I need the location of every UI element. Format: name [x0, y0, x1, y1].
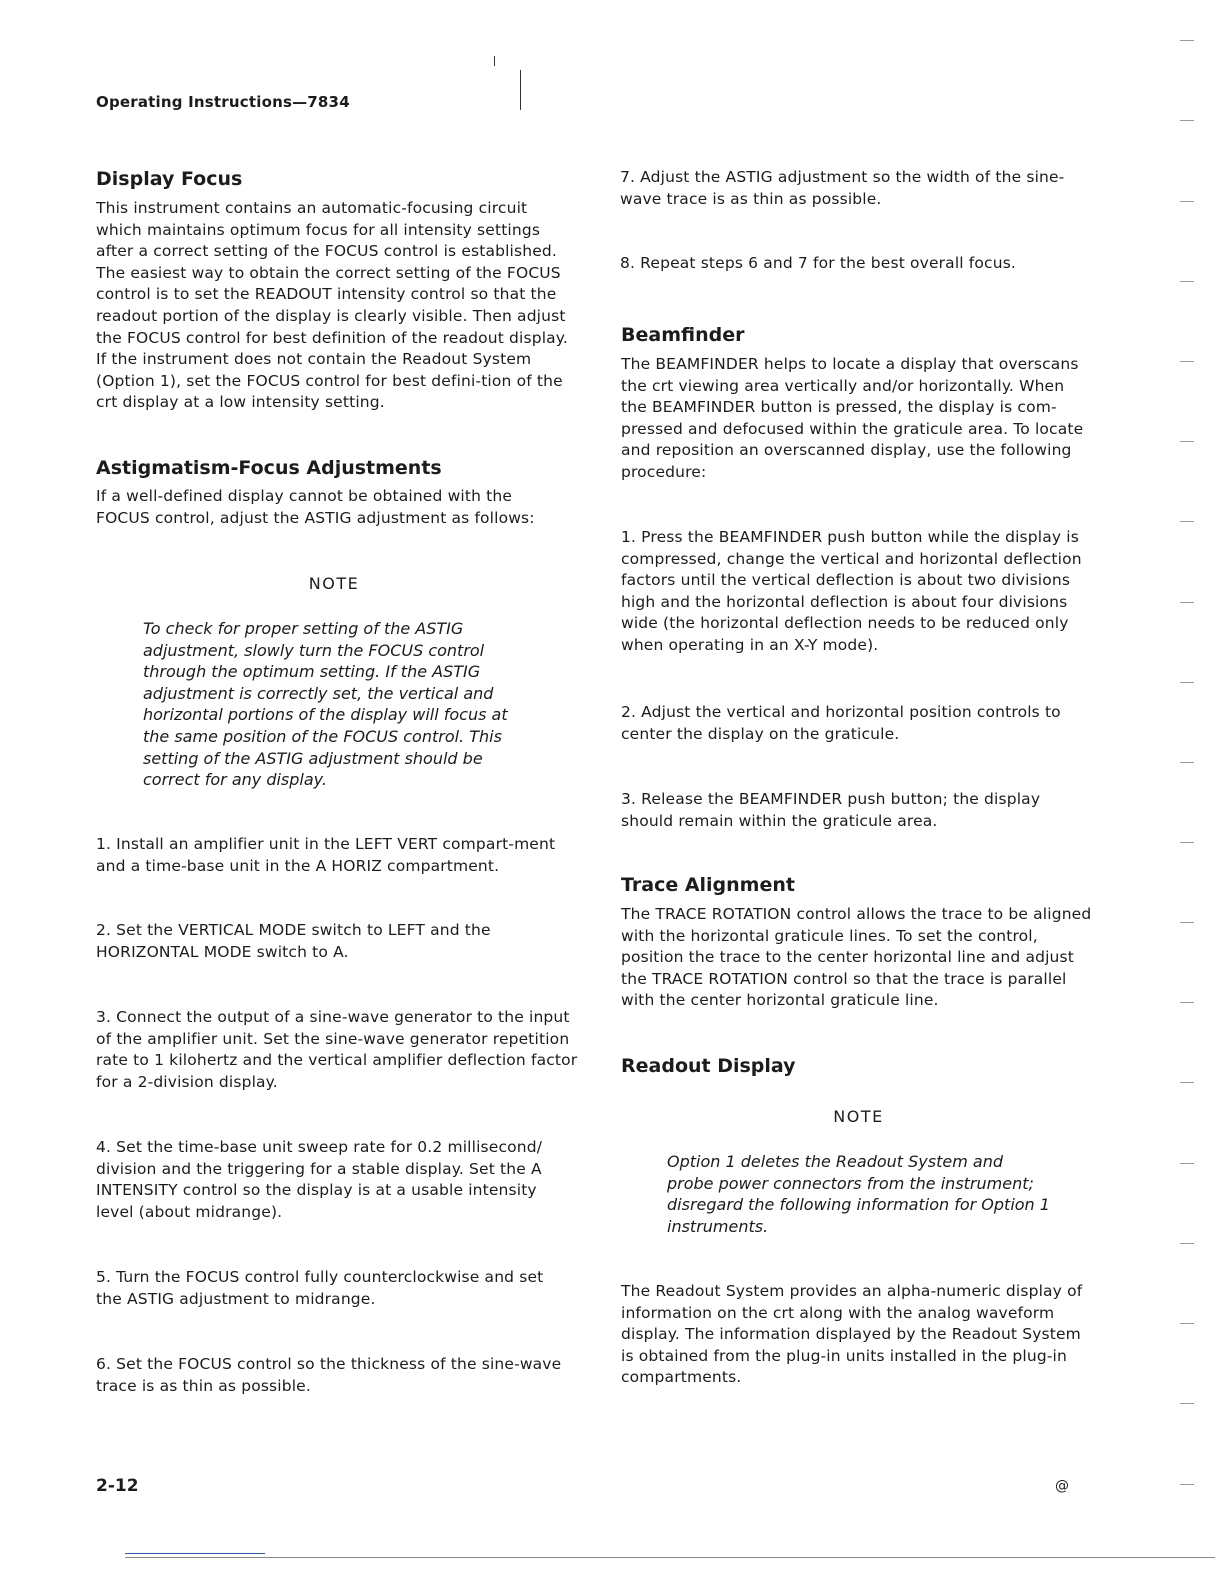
margin-mark: [1180, 521, 1194, 522]
trace-alignment-body: The TRACE ROTATION control allows the trace to be aligned with the horizontal graticule lines. To set the control, position the trace to the center horizontal line and adjust the TRACE ROTATION control so that the trace is parallel with the center horizontal graticule line.: [621, 905, 1092, 1010]
footer-symbol: @: [1055, 1478, 1069, 1494]
heading-astigmatism: Astigmatism-Focus Adjustments: [96, 457, 442, 479]
note-text-astig: To check for proper setting of the ASTIG adjustment, slowly turn the FOCUS control through the optimum setting. If the ASTIG adjustment is correctly set, the vertical and horizontal portions of the display will focus at the same position of the FOCUS control. This setting of the ASTIG adjustment should be correct for any display.: [143, 619, 508, 790]
margin-mark: [1180, 361, 1194, 362]
margin-mark: [1180, 441, 1194, 442]
step-8: 8. Repeat steps 6 and 7 for the best overall focus.: [620, 254, 1016, 272]
margin-mark: [1180, 1163, 1194, 1164]
margin-mark: [1180, 682, 1194, 683]
margin-mark: [1180, 1484, 1194, 1485]
binding-mark: [520, 70, 521, 110]
margin-mark: [1180, 281, 1194, 282]
margin-mark: [1180, 1082, 1194, 1083]
note-label-astig: NOTE: [308, 574, 360, 593]
heading-display-focus: Display Focus: [96, 168, 243, 190]
readout-display-body: The Readout System provides an alpha-numeric display of information on the crt along with the analog waveform display. The information displayed by the Readout System is obtained from the plug-in units installed in the plug-in compartments.: [621, 1282, 1083, 1387]
beamfinder-step-1: 1. Press the BEAMFINDER push button while the display is compressed, change the vertical and horizontal deflection factors until the vertical deflection is about two divisions high and the horizontal deflection is about four divisions wide (the horizontal deflection needs to be reduced only when operating in an X-Y mode).: [621, 528, 1082, 654]
margin-mark: [1180, 120, 1194, 121]
step-5: 5. Turn the FOCUS control fully counterclockwise and set the ASTIG adjustment to midrange.: [96, 1268, 544, 1308]
binding-mark-small: [494, 56, 495, 66]
page-number: 2-12: [96, 1476, 139, 1496]
margin-mark: [1180, 762, 1194, 763]
step-6: 6. Set the FOCUS control so the thickness of the sine-wave trace is as thin as possible.: [96, 1355, 562, 1395]
step-2: 2. Set the VERTICAL MODE switch to LEFT and the HORIZONTAL MODE switch to A.: [96, 921, 491, 961]
margin-mark: [1180, 1403, 1194, 1404]
running-header: Operating Instructions—7834: [96, 93, 350, 111]
margin-mark: [1180, 1002, 1194, 1003]
heading-beamfinder: Beamfinder: [621, 324, 745, 346]
astigmatism-body: If a well-defined display cannot be obtained with the FOCUS control, adjust the ASTIG adjustment as follows:: [96, 487, 535, 527]
margin-mark: [1180, 842, 1194, 843]
beamfinder-step-2: 2. Adjust the vertical and horizontal position controls to center the display on the graticule.: [621, 703, 1061, 743]
bottom-scan-line: [125, 1557, 1215, 1558]
heading-trace-alignment: Trace Alignment: [621, 874, 795, 896]
beamfinder-step-3: 3. Release the BEAMFINDER push button; the display should remain within the graticule area.: [621, 790, 1041, 830]
step-3: 3. Connect the output of a sine-wave generator to the input of the amplifier unit. Set the sine-wave generator repetition rate to 1 kilohertz and the vertical amplifier deflection factor for a 2-division display.: [96, 1008, 578, 1091]
bottom-scan-line-short: [125, 1553, 265, 1554]
margin-mark: [1180, 40, 1194, 41]
note-text-readout: Option 1 deletes the Readout System and probe power connectors from the instrument; disregard the following information for Option 1 instruments.: [667, 1152, 1050, 1236]
step-7: 7. Adjust the ASTIG adjustment so the width of the sine-wave trace is as thin as possible.: [620, 168, 1065, 208]
margin-mark: [1180, 201, 1194, 202]
margin-mark: [1180, 922, 1194, 923]
step-1: 1. Install an amplifier unit in the LEFT VERT compart-ment and a time-base unit in the A HORIZ compartment.: [96, 835, 556, 875]
margin-mark: [1180, 1323, 1194, 1324]
heading-readout-display: Readout Display: [621, 1055, 796, 1077]
display-focus-body: This instrument contains an automatic-focusing circuit which maintains optimum focus for all intensity settings after a correct setting of the FOCUS control is established. The easiest way to obtain the correct setting of the FOCUS control is to set the READOUT intensity control so that the readout portion of the display is clearly visible. Then adjust the FOCUS control for best definition of the readout display. If the instrument does not contain the Readout System (Option 1), set the FOCUS control for best defini-tion of the crt display at a low intensity setting.: [96, 199, 569, 412]
note-label-readout: NOTE: [833, 1107, 884, 1126]
margin-mark: [1180, 602, 1194, 603]
step-4: 4. Set the time-base unit sweep rate for 0.2 millisecond/ division and the triggering for a stable display. Set the A INTENSITY control so the display is at a usable intensity level (about midrange).: [96, 1138, 543, 1221]
beamfinder-body: The BEAMFINDER helps to locate a display that overscans the crt viewing area vertically and/or horizontally. When the BEAMFINDER button is pressed, the display is com-pressed and defocused within the graticule area. To locate and reposition an overscanned display, use the following procedure:: [621, 355, 1084, 481]
margin-mark: [1180, 1243, 1194, 1244]
